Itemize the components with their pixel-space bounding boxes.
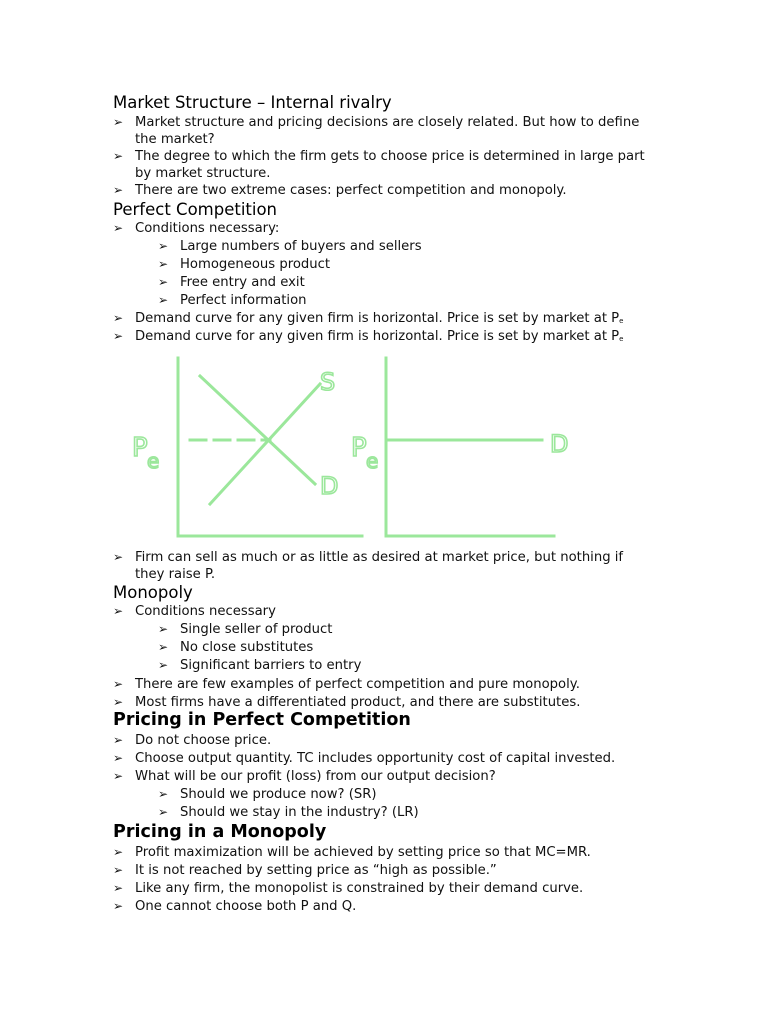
bullet-arrow-icon: ➢ xyxy=(113,899,124,913)
heading-market-structure: Market Structure – Internal rivalry xyxy=(113,93,392,112)
bullet-arrow-icon: ➢ xyxy=(113,311,124,325)
bullet-arrow-icon: ➢ xyxy=(113,221,124,235)
bullet-arrow-icon: ➢ xyxy=(113,695,124,709)
bullet-arrow-icon: ➢ xyxy=(113,733,124,747)
bullet-arrow-icon: ➢ xyxy=(113,604,124,618)
heading-pricing-monopoly: Pricing in a Monopoly xyxy=(113,822,327,842)
market-demand-line xyxy=(200,376,315,484)
supply-label: S xyxy=(320,368,336,396)
bullet-arrow-icon: ➢ xyxy=(113,769,124,783)
bullet-arrow-icon: ➢ xyxy=(158,293,169,307)
firm-graph-axes xyxy=(386,358,554,536)
bullet-arrow-icon: ➢ xyxy=(158,257,169,271)
bullet-arrow-icon: ➢ xyxy=(113,881,124,895)
firm-demand-label: D xyxy=(550,430,569,458)
bullet-arrow-icon: ➢ xyxy=(158,658,169,672)
firm-price-sub: e xyxy=(366,449,379,473)
market-price-sub: e xyxy=(147,449,160,473)
bullet-arrow-icon: ➢ xyxy=(158,805,169,819)
bullet-arrow-icon: ➢ xyxy=(113,550,124,564)
bullet-arrow-icon: ➢ xyxy=(158,622,169,636)
heading-perfect-competition: Perfect Competition xyxy=(113,200,278,219)
bullet-arrow-icon: ➢ xyxy=(113,149,124,163)
heading-monopoly: Monopoly xyxy=(113,583,193,602)
bullet-arrow-icon: ➢ xyxy=(158,787,169,801)
bullet-arrow-icon: ➢ xyxy=(113,183,124,197)
market-demand-label: D xyxy=(320,472,339,500)
bullet-arrow-icon: ➢ xyxy=(113,677,124,691)
heading-pricing-perfect-competition: Pricing in Perfect Competition xyxy=(113,710,411,730)
document-page: Market Structure – Internal rivalry ➢ Market structure and pricing decisions are closely related. But how to define the market? ➢ The degree to which the firm gets to choose price is determined in large part by market structure. ➢ There are two extreme cases: perfect competition and monopoly. Perfect Competition ➢ Conditions necessary: ➢ Large numbers of buyers and sellers ➢ Homogeneous product ➢ Free entry and exit ➢ Perfect information ➢ Demand curve for any given firm is horizontal. Price is set by market at $P_e$ ➢ Demand curve for any given firm is horizontal. Price is set by market at $P_e$ P e S D P e D ➢ Firm can sell as much or as little as desired at market price, but nothing if they raise P. Monopoly ➢ Conditions necessary ➢ Single seller of product ➢ No close substitutes ➢ Significant barriers to entry ➢ There are few examples of perfect competition and pure monopoly. ➢ Most firms have a differentiated product, and there are substitutes. Pricing in Perfect Competition ➢ Do not choose price. ➢ Choose output quantity. TC includes opportunity cost of capital invested. ➢ What will be our profit (loss) from our output decision? ➢ Should we produce now? (SR) ➢ Should we stay in the industry? (LR) Pricing in a Monopoly ➢ Profit maximization will be achieved by setting price so that MC=MR. ➢ It is not reached by setting price as “high as possible.” ➢ Like any firm, the monopolist is constrained by their demand curve. ➢ One cannot choose both P and Q. xyxy=(113,93,645,914)
bullet-arrow-icon: ➢ xyxy=(158,275,169,289)
market-price-label: P xyxy=(132,433,148,463)
bullet-arrow-icon: ➢ xyxy=(113,845,124,859)
bullet-arrow-icon: ➢ xyxy=(158,640,169,654)
firm-price-label: P xyxy=(351,433,367,463)
supply-demand-figure xyxy=(130,352,570,547)
bullet-arrow-icon: ➢ xyxy=(113,863,124,877)
bullet-arrow-icon: ➢ xyxy=(113,115,124,129)
bullet-arrow-icon: ➢ xyxy=(158,239,169,253)
bullet-arrow-icon: ➢ xyxy=(113,329,124,343)
bullet-arrow-icon: ➢ xyxy=(113,751,124,765)
